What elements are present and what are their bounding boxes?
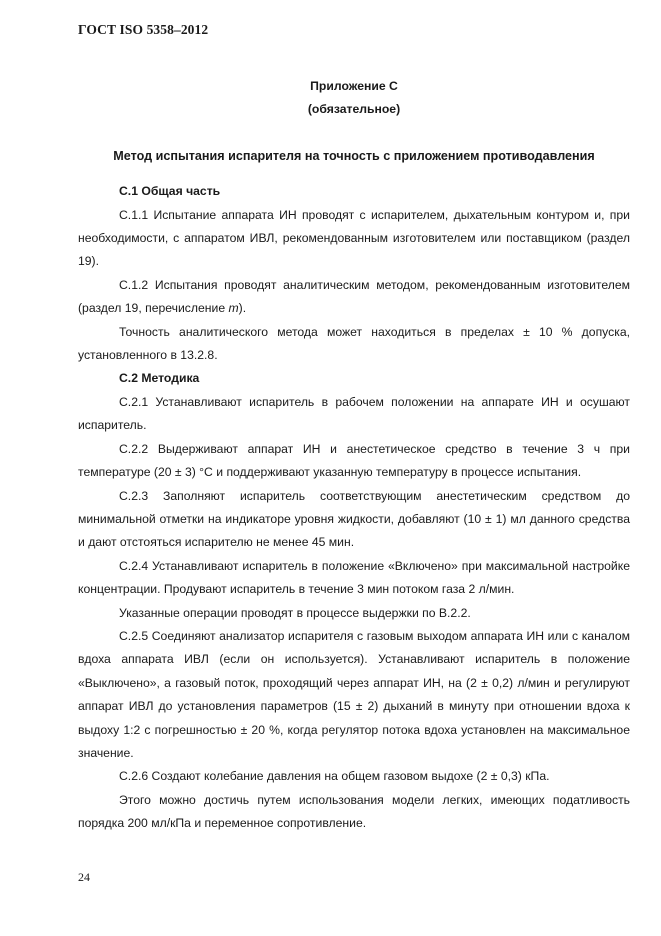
paragraph-c1-1: С.1.1 Испытание аппарата ИН проводят с испарителем, дыхательным контуром и, при необходимости, с аппаратом ИВЛ, рекомендованным изготовителем или поставщиком (раздел 19). xyxy=(78,207,630,269)
paragraph-c2-2: С.2.2 Выдерживают аппарат ИН и анестетическое средство в течение 3 ч при температуре (20 ± 3) °С и поддерживают указанную температуру в процессе испытания. xyxy=(78,441,630,480)
appendix-title: Приложение С xyxy=(310,79,398,93)
paragraph-c2-4: С.2.4 Устанавливают испаритель в положение «Включено» при максимальной настройке концентрации. Продувают испаритель в течение 3 мин потоком газа 2 л/мин. xyxy=(78,558,630,597)
section-heading-c1: С.1 Общая часть xyxy=(119,184,221,199)
paragraph-c2-3: С.2.3 Заполняют испаритель соответствующим анестетическим средством до минимальной отметки на индикаторе уровня жидкости, добавляют (10 ± 1) мл данного средства и дают отстояться испарителю не менее 45 мин. xyxy=(78,488,630,550)
document-code-header: ГОСТ ISO 5358–2012 xyxy=(78,22,209,37)
section-heading-c2: С.2 Методика xyxy=(119,371,200,386)
paragraph-c2-1: С.2.1 Устанавливают испаритель в рабочем положении на аппарате ИН и осушают испаритель. xyxy=(78,394,630,433)
paragraph-c2-5: С.2.5 Соединяют анализатор испарителя с газовым выходом аппарата ИН или с каналом вдоха аппарата ИВЛ (если он используется). Устанавливают испаритель в положение «Выключено», а газовый поток, проходящий через аппарат ИН, на (2 ± 0,2) л/мин и регулируют аппарат ИВЛ до установления параметров (15 ± 2) дыханий в минуту при отношении вдоха к выдоху 1:2 с погрешностью ± 20 %, когда регулятор потока вдоха установлен на максимальное значение. xyxy=(78,628,630,760)
paragraph-c1-2 xyxy=(78,274,630,321)
appendix-heading: Метод испытания испарителя на точность с приложением противодавления xyxy=(113,148,595,163)
paragraph-c1-2-end: ). xyxy=(238,301,247,316)
page-content xyxy=(78,75,630,836)
paragraph-c2-6: С.2.6 Создают колебание давления на общем газовом выдохе (2 ± 0,3) кПа. xyxy=(119,769,550,784)
paragraph-c1-2-text: С.1.2 Испытания проводят аналитическим методом, рекомендованным изготовителем (раздел 19, перечисление xyxy=(78,277,630,316)
paragraph-c1-accuracy: Точность аналитического метода может находиться в пределах ± 10 % допуска, установленного в 13.2.8. xyxy=(78,324,630,363)
paragraph-c2-6-note: Этого можно достичь путем использования модели легких, имеющих податливость порядка 200 мл/кПа и переменное сопротивление. xyxy=(78,792,630,831)
appendix-status: (обязательное) xyxy=(307,102,401,117)
page-number: 24 xyxy=(78,870,90,884)
paragraph-c2-4-note: Указанные операции проводят в процессе выдержки по В.2.2. xyxy=(119,605,471,620)
paragraph-c1-2-italic: m xyxy=(228,301,239,316)
